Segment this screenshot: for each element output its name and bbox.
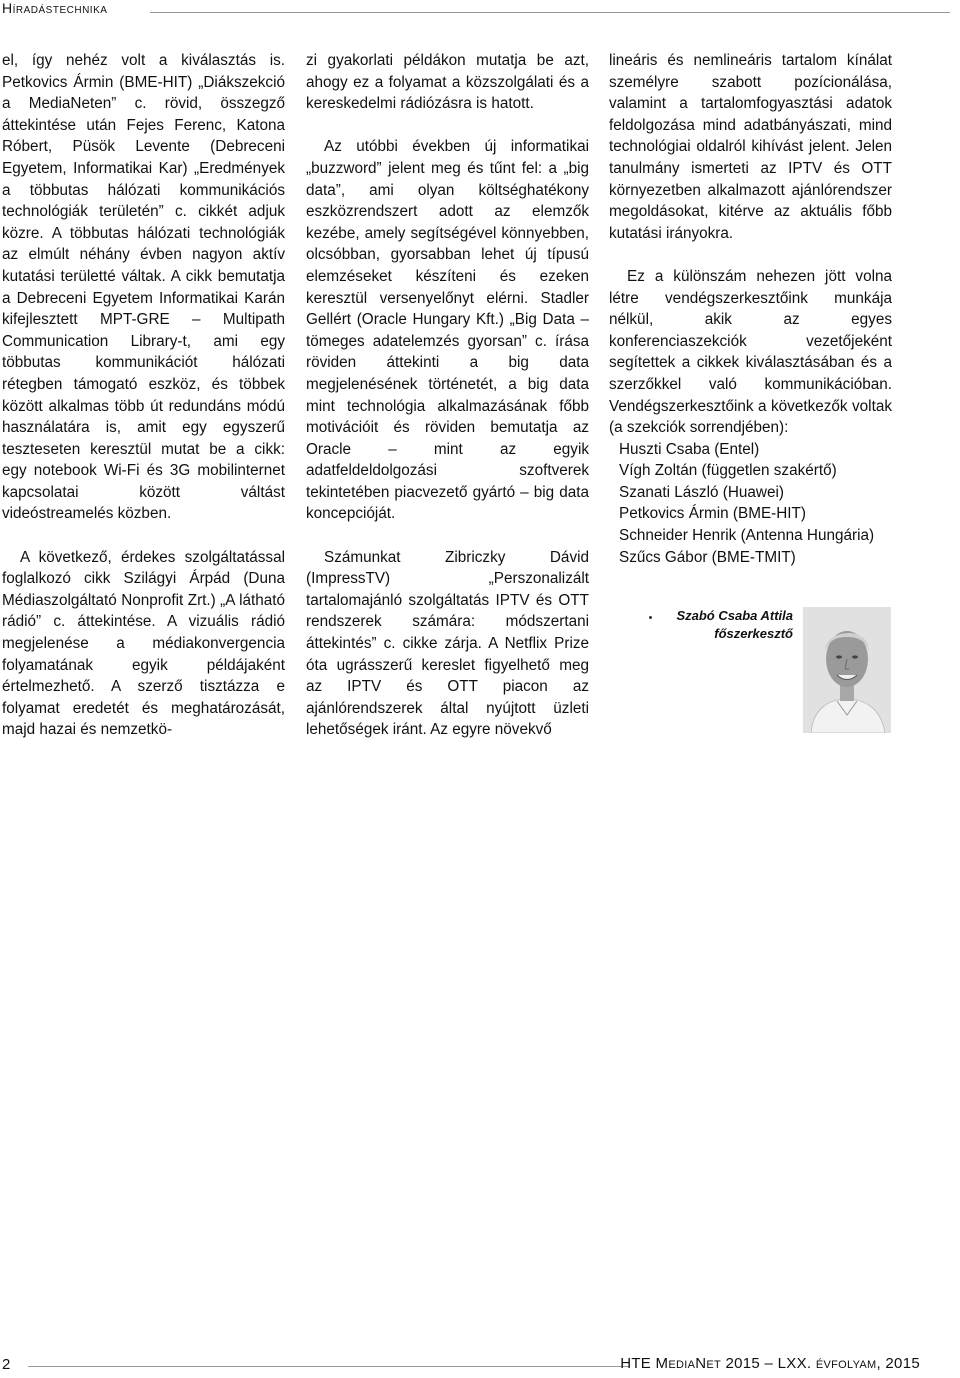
paragraph: A következő, érdekes szolgáltatással foglalkozó cikk Szilágyi Árpád (Duna Médiaszolgáltató Nonprofit Zrt.) „A látható rádió” c. áttekintése. A vizuális rádió megjelenése a médiakonvergencia folyamatának egyik példájaként értelmezhető. A szerző tisztázza e folyamat eredetét és meghatározását, majd hazai és nemzetkö- (2, 548, 285, 739)
bullet-dot (649, 616, 652, 619)
journal-footer: HTE MediaNet 2015 – LXX. évfolyam, 2015 (620, 1355, 920, 1372)
column-2 (306, 50, 589, 741)
paragraph: el, így nehéz volt a kiválasztás is. Petkovics Ármin (BME-HIT) „Diákszekció a MediaNeten” c. rövid, összegző áttekintése után Fejes Ferenc, Katona Róbert, Püsök Levente (Debreceni Egyetem, Informatikai Kar) „Eredmények a többutas hálózati kommunikációs technológiák területén” c. cikkét adjuk közre. A többutas hálózati technológiák az elmúlt néhány évben nagyon aktív kutatási területté váltak. A cikk bemutatja a Debreceni Egyetem Informatikai Karán kifejlesztett MPT-GRE – Multipath Communication Library-t, ami egy többutas kommunikációt hálózati rétegben támogató eszköz, és többek között alkalmas több út redundáns módú használatára is, amit egy egyszerű teszteseten keresztül mutat be a cikk: egy notebook Wi-Fi és 3G mobilinternet kapcsolatai között váltást videóstreamelés közben. (2, 52, 285, 523)
guest-editor: Huszti Csaba (Entel) (619, 440, 760, 458)
guest-editor: Vígh Zoltán (független szakértő) (619, 462, 837, 480)
editor-signature-block (655, 603, 895, 733)
editor-name: Szabó Csaba Attila (676, 608, 793, 623)
paragraph: lineáris és nemlineáris tartalom kínálat személyre szabott pozícionálása, valamint a tartalomfogyasztási adatok feldolgozása mind adatbányászati, mind technológiai oldalról kihívást jelent. Jelen tanulmány ismerteti az IPTV és OTT környezetben alkalmazott ajánlórendszer megoldásokat, kitérve az aktuális főbb kutatási irányokra. (609, 52, 892, 242)
editor-role: főszerkesztő (714, 626, 793, 641)
section-title: Híradástechnika (2, 0, 113, 16)
paragraph: Számunkat Zibriczky Dávid (ImpressTV) „Perszonalizált tartalomajánló szolgáltatás IPTV és OTT rendszerek számára: módszertani áttekintés” c. cikke zárja. A Netflix Prize óta ugrásszerű kereslet figyelhető meg az IPTV és OTT piacon az ajánlórendszerek által nyújtott üzleti lehetőségek iránt. Az egyre növekvő (306, 548, 589, 739)
paragraph: Az utóbbi években új informatikai „buzzword” jelent meg és tűnt fel: a „big data”, ami olyan költséghatékony eszközrendszert adott az elemzők kezébe, amely segítségével könnyebben, olcsóbban, gyorsabban lehet új típusú elemzéseket készíteni és ezeken keresztül versenyelőnyt elérni. Stadler Gellért (Oracle Hungary Kft.) „Big Data – tömeges adatelemzés gyorsan” c. írása röviden áttekinti a big data megjelenésének történetét, a big data mint technológia alkalmazásának főbb motivációit és röviden bemutatja az Oracle – mint az egyik adatfeldeldolgozási szoftverek tekintetében piacvezető gyártó – big data koncepcióját. (306, 138, 589, 523)
footer-rule (28, 1366, 630, 1367)
column-1 (2, 50, 285, 741)
header-rule (150, 12, 950, 13)
editor-caption (655, 607, 793, 643)
guest-editor: Petkovics Ármin (BME-HIT) (619, 505, 806, 523)
editor-portrait-photo (803, 607, 891, 733)
guest-editor: Szanati László (Huawei) (619, 483, 784, 501)
guest-editor-list (609, 439, 892, 569)
paragraph: zi gyakorlati példákon mutatja be azt, ahogy ez a folyamat a közszolgálati és a kereskedelmi rádiózásra is hatott. (306, 52, 589, 113)
guest-editor: Schneider Henrik (Antenna Hungária) (619, 527, 875, 545)
column-3 (609, 50, 892, 568)
guest-editor: Szűcs Gábor (BME-TMIT) (619, 548, 796, 566)
page-number: 2 (2, 1356, 11, 1373)
paragraph: Ez a különszám nehezen jött volna létre vendégszerkesztőink munkája nélkül, akik az egyes konferenciaszekciók vezetőjeként segítettek a cikkek kiválasztásában és a szerzőkkel való kommunikációban. Vendégszerkesztőink a következők voltak (a szekciók sorrendjében): (609, 267, 892, 437)
